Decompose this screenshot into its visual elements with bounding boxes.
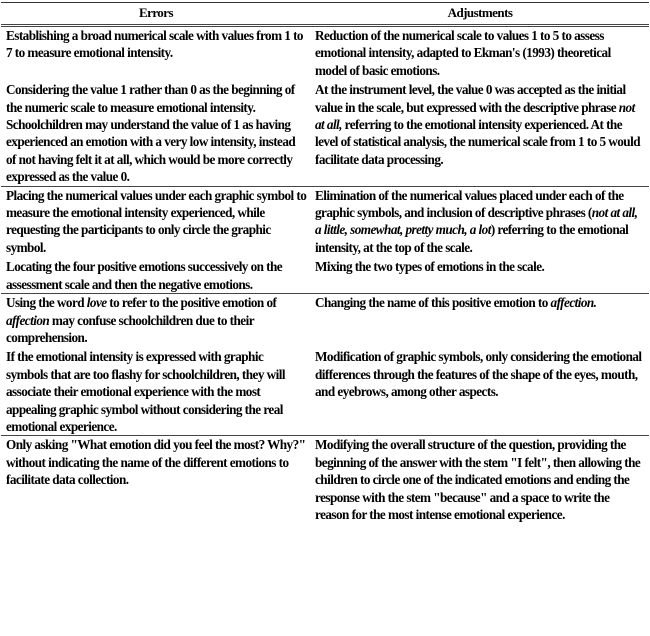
adjustment-cell — [311, 26, 649, 80]
table-body — [1, 26, 649, 524]
adjustment-cell — [311, 256, 649, 293]
adjustment-text: At the instrument level, the value 0 was accepted as the initial value in the scale, but expressed with the descriptive phrase — [315, 82, 626, 115]
table-row — [1, 79, 649, 186]
adjustment-cell — [311, 346, 649, 436]
table-row — [1, 186, 649, 256]
adjustment-cell — [311, 79, 649, 186]
error-cell — [1, 294, 311, 347]
error-text: love — [86, 295, 107, 311]
adjustment-text: not at all, — [315, 99, 635, 133]
table-row — [1, 26, 649, 80]
error-cell — [1, 256, 311, 293]
error-text: Considering the value 1 rather than 0 as the beginning of the numeric scale to measure emotional intensity. Schoolchildren may understand the value of 1 as having experienced an emotion with a very low intensity, instead of not having felt it at all, which would be more correctly expressed as the value 0. — [6, 82, 296, 185]
header-errors: Errors — [1, 3, 311, 26]
adjustment-cell — [311, 186, 649, 256]
table-row — [1, 436, 649, 524]
adjustment-text: Elimination of the numerical values placed under each of the graphic symbols, and inclusion of descriptive phrases ( — [315, 187, 624, 221]
error-cell — [1, 186, 311, 256]
error-text: Placing the numerical values under each graphic symbol to measure the emotional intensity experienced, while requesting the participants to only circle the graphic symbol. — [6, 187, 307, 255]
table-row — [1, 294, 649, 347]
adjustment-cell — [311, 436, 649, 524]
adjustment-cell — [311, 294, 649, 347]
adjustment-text: Mixing the two types of emotions in the scale. — [315, 259, 545, 275]
adjustment-text: referring to the emotional intensity experienced. At the level of statistical analysis, the numerical scale from 1 to 5 would facilitate data processing. — [315, 117, 640, 167]
adjustment-text: Modifying the overall structure of the question, providing the beginning of the answer with the stem "I felt", then allowing the children to circle one of the indicated emotions and ending the response with the stem "because" and a space to write the reason for the most intense emotional experience. — [315, 437, 641, 522]
error-text: If the emotional intensity is expressed with graphic symbols that are too flashy for schoolchildren, they will associate their emotional experience with the most appealing graphic symbol without considering the real emotional experience. — [6, 349, 285, 434]
errors-adjustments-table — [1, 2, 649, 523]
adjustment-text: affection. — [550, 295, 597, 311]
error-text: affection — [6, 312, 50, 328]
adjustment-text: ) referring to the emotional intensity, at the top of the scale. — [315, 222, 629, 255]
error-text: Only asking "What emotion did you feel the most? Why?" without indicating the name of the different emotions to facilitate data collection. — [6, 437, 306, 488]
header-adjustments: Adjustments — [311, 3, 649, 26]
error-text: Using the word — [6, 295, 87, 311]
error-cell — [1, 436, 311, 524]
adjustment-text: Changing the name of this positive emotion to — [315, 295, 551, 311]
table-row — [1, 346, 649, 436]
adjustment-text: not at all, a little, somewhat, pretty much, a lot — [315, 205, 638, 238]
error-cell — [1, 346, 311, 436]
adjustment-text: Modification of graphic symbols, only considering the emotional differences through the features of the shape of the eyes, mouth, and eyebrows, among other aspects. — [315, 349, 642, 400]
error-cell — [1, 79, 311, 186]
error-cell — [1, 26, 311, 80]
error-text: Establishing a broad numerical scale with values from 1 to 7 to measure emotional intensity. — [6, 28, 303, 61]
error-text: to refer to the positive emotion of — [106, 295, 277, 311]
table-row — [1, 256, 649, 293]
header-row — [1, 3, 649, 26]
adjustment-text: Reduction of the numerical scale to values 1 to 5 to assess emotional intensity, adapted to Ekman's (1993) theoretical model of basic emotions. — [315, 28, 611, 78]
error-text: may confuse schoolchildren due to their comprehension. — [6, 312, 254, 345]
error-text: Locating the four positive emotions successively on the assessment scale and then the negative emotions. — [6, 259, 283, 292]
